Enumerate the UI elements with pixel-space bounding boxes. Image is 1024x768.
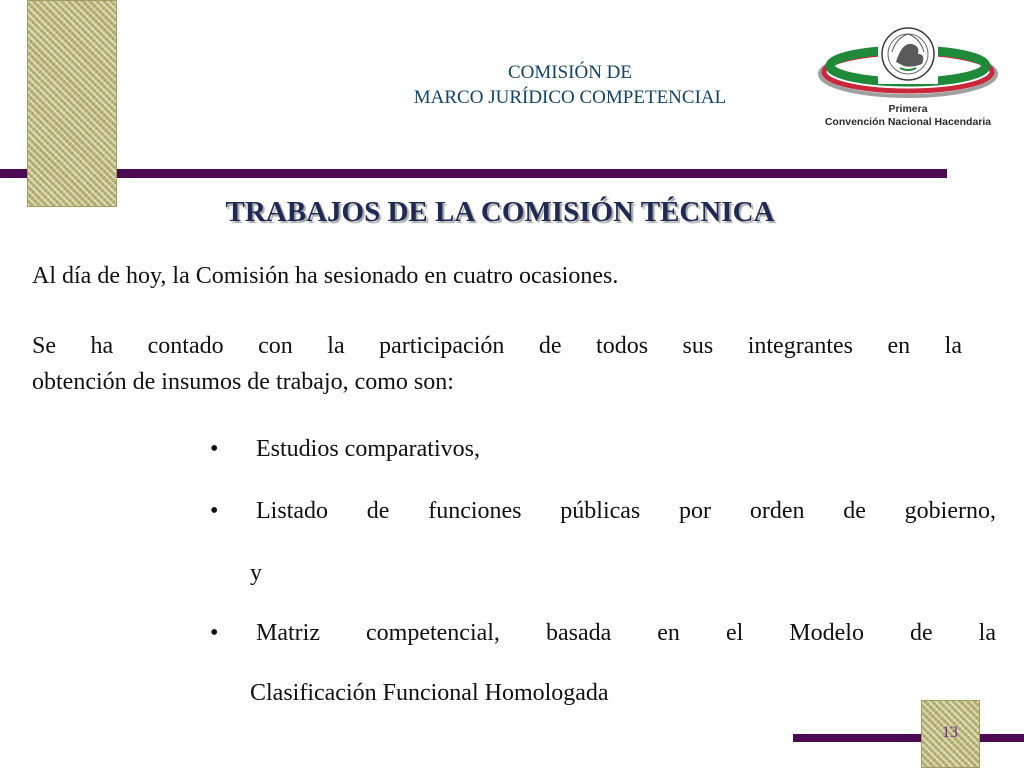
section-title: TRABAJOS DE LA COMISIÓN TÉCNICA xyxy=(225,196,775,228)
footer-divider-bar xyxy=(793,734,921,742)
texture-block-top xyxy=(27,0,117,207)
footer-divider-bar-right xyxy=(980,734,1024,742)
header-title xyxy=(270,60,870,110)
paragraph-sessions: Al día de hoy, la Comisión ha sesionado en cuatro ocasiones. xyxy=(32,263,619,289)
bullet-item-estudios: Estudios comparativos, xyxy=(256,436,480,462)
header-title-line2: MARCO JURÍDICO COMPETENCIAL xyxy=(413,87,727,108)
bullet-item-listado-line2: y xyxy=(250,560,262,586)
bullet-item-matriz-line1: Matriz competencial, basada en el Modelo de la xyxy=(256,620,996,646)
bullet-item-listado-line1: Listado de funciones públicas por orden de gobierno, xyxy=(256,498,996,524)
paragraph-participation-line1: Se ha contado con la participación de todos sus integrantes en la xyxy=(32,333,962,359)
bullet-marker: • xyxy=(210,436,219,462)
paragraph-participation-line2: obtención de insumos de trabajo, como son: xyxy=(32,369,454,395)
header-divider-bar-left xyxy=(0,169,27,178)
header-title-line1: COMISIÓN DE xyxy=(507,62,633,83)
logo-line2: Convención Nacional Hacendaria xyxy=(824,116,992,128)
bullet-marker: • xyxy=(210,620,219,646)
logo-line1: Primera xyxy=(888,103,928,115)
header-divider-bar xyxy=(117,169,947,178)
bullet-item-matriz-line2: Clasificación Funcional Homologada xyxy=(250,680,609,706)
bullet-marker: • xyxy=(210,498,219,524)
page-number: 13 xyxy=(942,724,958,741)
